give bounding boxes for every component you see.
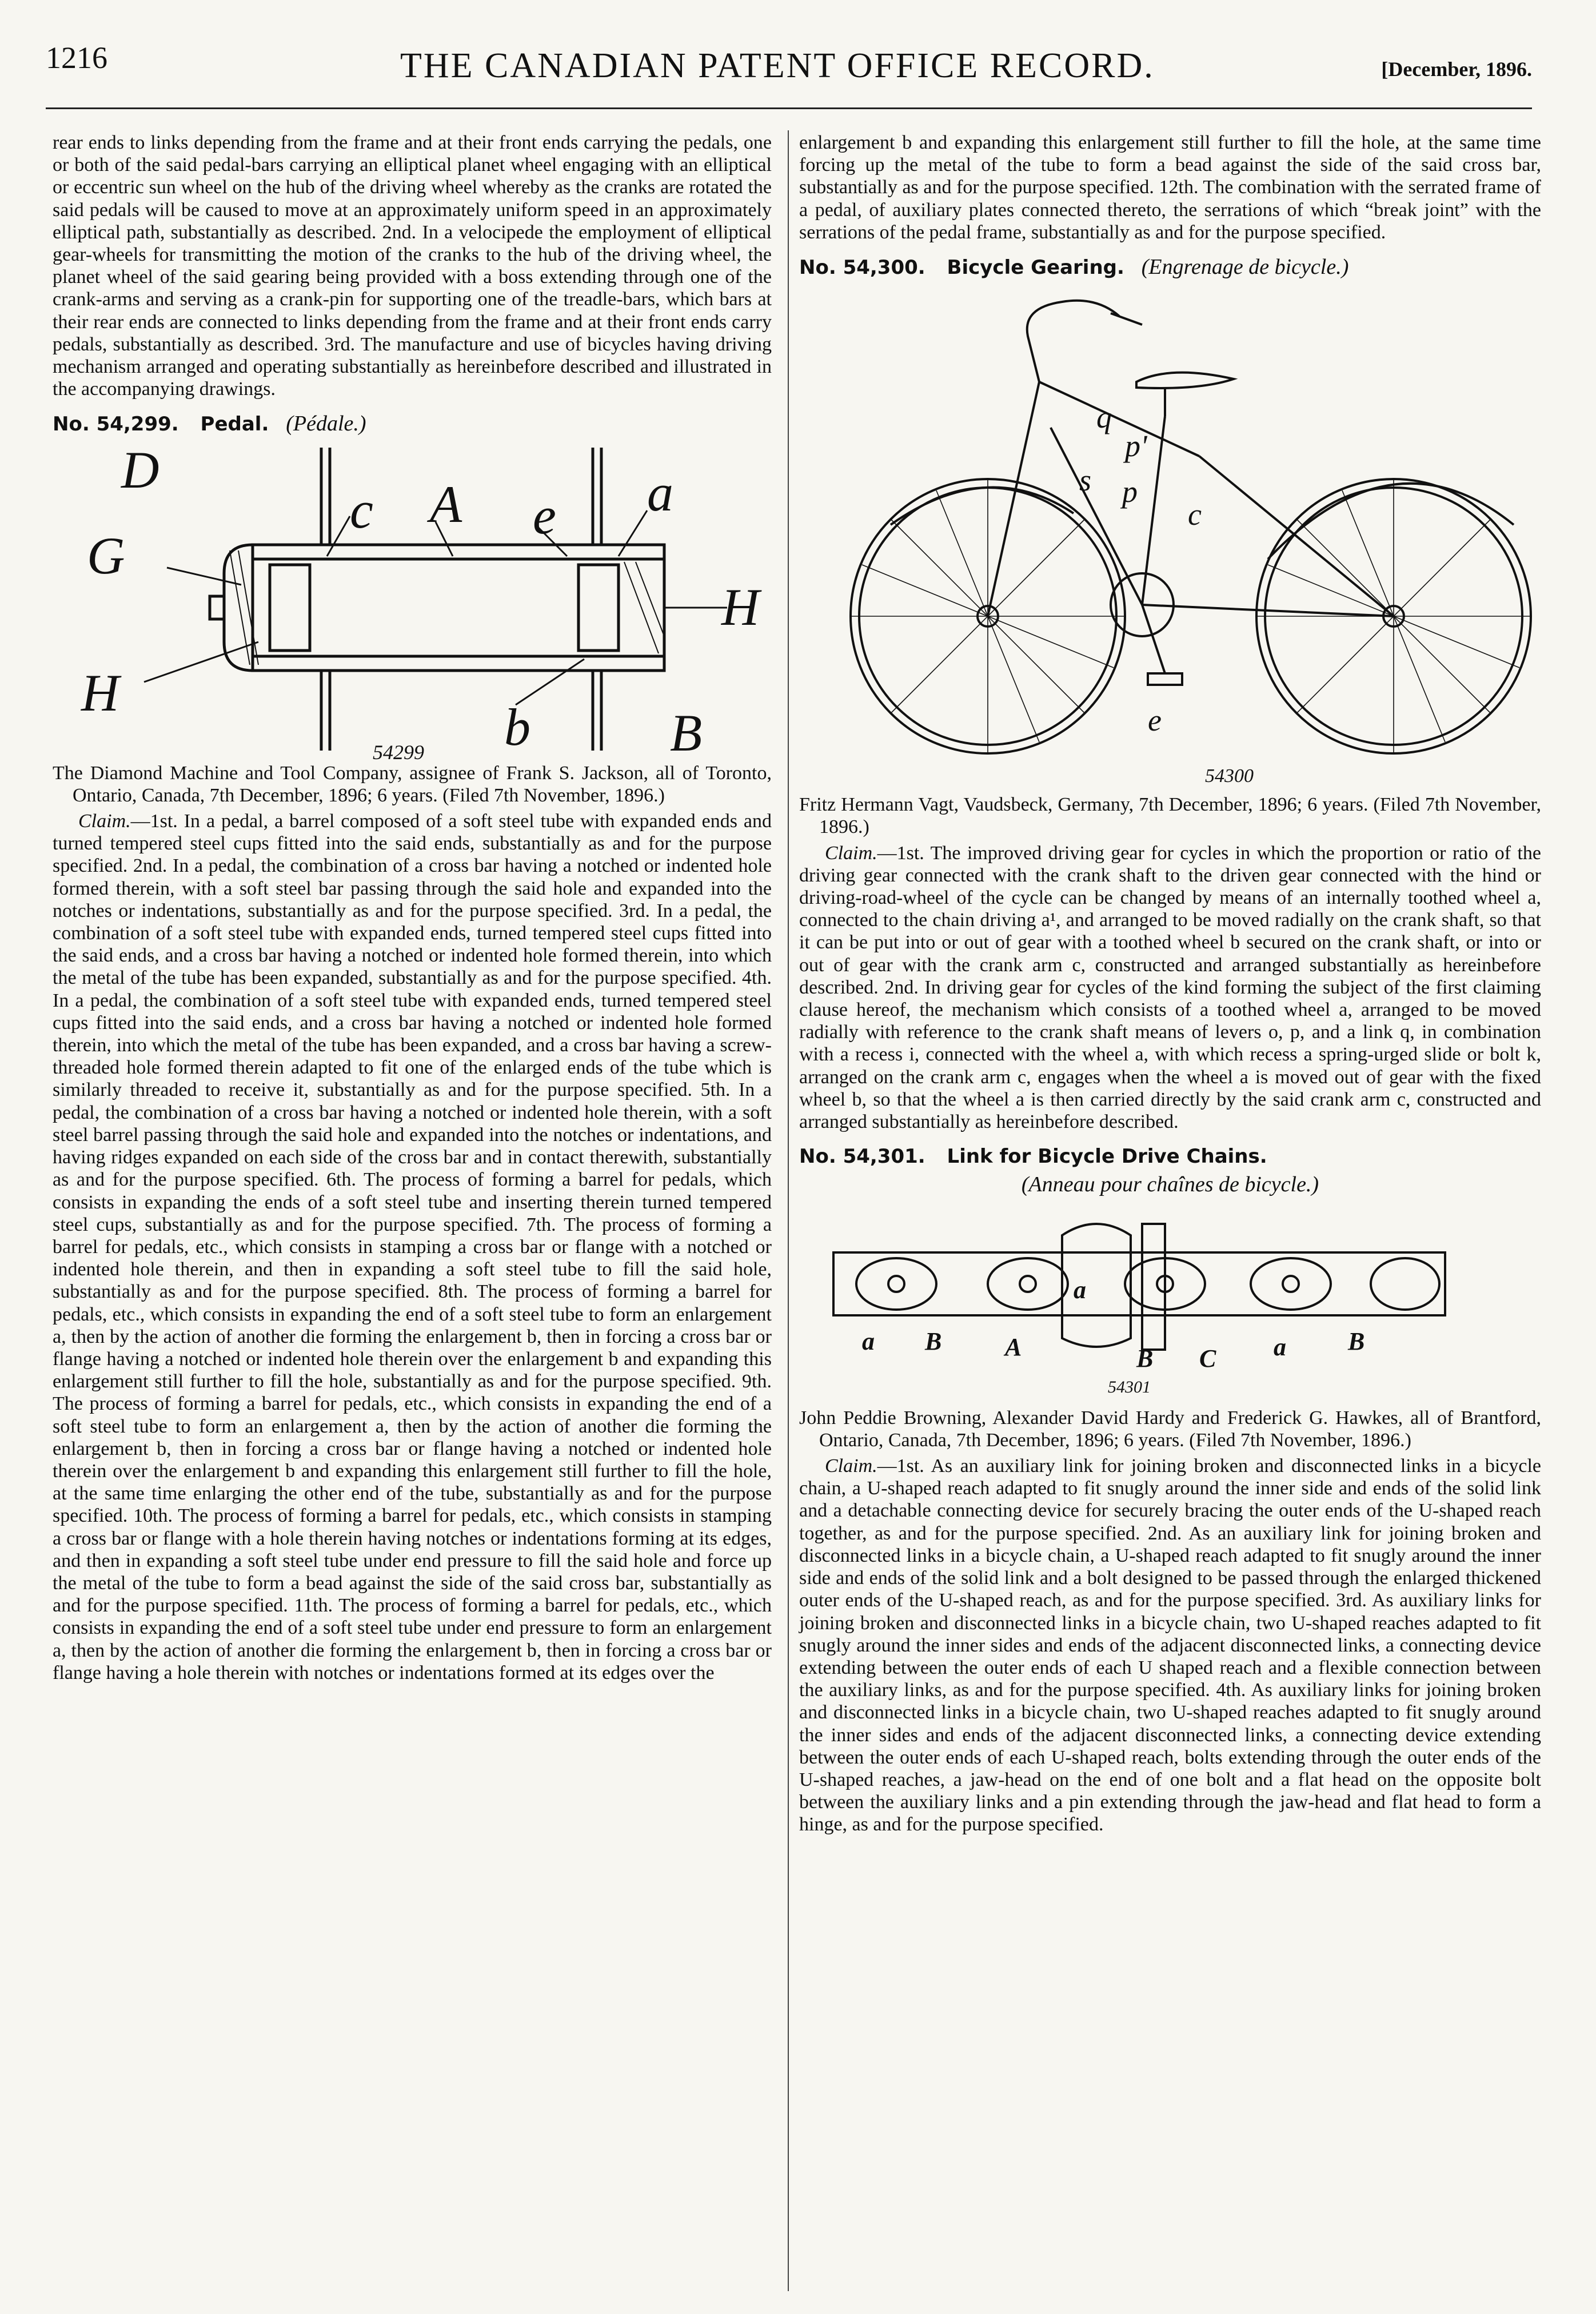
patent-54300-claims: Claim.—1st. The improved driving gear for cycles in which the proportion or ratio of the driving gear connected with the crank shaft to the driven gear connected with the hind or driving-road-wheel of the cycle can be changed by means of an internally toothed wheel a, connected to the chain driving a¹, and arranged to be moved radially on the crank shaft, so that it can be put into or out of gear with a toothed wheel b secured on the crank shaft, or into or out of gear with the crank arm c, constructed and arranged substantially as hereinbefore described. 2nd. In driving gear for cycles of the kind forming the subject of the first claiming clause hereof, the mechanism which consists of a toothed wheel a, arranged to be moved radially with reference to the crank shaft means of levers o, p, and a link q, in combination with a recess i, connected with the wheel a, with which recess a spring-urged slide or bolt k, arranged on the crank arm c, engages when the wheel a is moved out of gear with the fixed wheel b, so that the wheel a is then carried directly by the said crank arm c, constructed and arranged substantially as hereinbefore described. <box>799 842 1541 1133</box>
patent-number: No. 54,301. <box>799 1145 925 1168</box>
patent-french-name: (Engrenage de bicycle.) <box>1141 255 1349 280</box>
fig-caption: 54301 <box>1108 1377 1151 1397</box>
page-header <box>46 40 1532 91</box>
fig-label: B <box>670 703 703 762</box>
page-number: 1216 <box>46 41 107 75</box>
right-column <box>799 131 1541 1836</box>
running-title: THE CANADIAN PATENT OFFICE RECORD. <box>400 46 1155 85</box>
fig-label: s <box>1079 463 1092 498</box>
continued-claims-text: rear ends to links depending from the frame and at their front ends carrying the pedals, one or both of the said pedal-bars carrying an elliptical planet wheel engaging with an elliptical or eccentric sun wheel on the hub of the driving wheel whereby as the cranks are rotated the said pedals will be caused to move at an approximately uniform speed in an approximately elliptical path, substantially as described. 2nd. In a velocipede the employment of elliptical gear-wheels for transmitting the motion of the cranks to the hub of the driving wheel, the planet wheel of the said gearing being provided with a boss extending through one of the crank-arms and serving as a crank-pin for supporting one of the treadle-bars, which bars at their rear ends are connected to links depending from the frame and at their front ends carry pedals, substantially as described. 3rd. The manufacture and use of bicycles having driving mechanism arranged and operating substantially as hereinbefore described and illustrated in the accompanying drawings. <box>53 132 772 400</box>
fig-label: p' <box>1125 429 1147 464</box>
patent-54301-claims: Claim.—1st. As an auxiliary link for joining broken and disconnected links in a bicycle chain, a U-shaped reach adapted to fit snugly around the inner side and ends of the solid link and a detachable connecting device for securely bracing the outer ends of the U-shaped reach together, as and for the purpose specified. 2nd. As an auxiliary link for joining broken and disconnected links in a bicycle chain, a U-shaped reach adapted to fit snugly around the inner side and ends of the solid link and a bolt designed to be passed through the enlarged thickened outer ends of the U-shaped reach, as and for the purpose specified. 3rd. As auxiliary links for joining broken and disconnected links in a bicycle chain, two U-shaped reaches adapted to fit snugly around the inner sides and ends of the adjacent disconnected links, a connecting device extending between the outer ends of each U shaped reach and a flexible connection between the auxiliary links, as and for the purpose specified. 4th. As auxiliary links for joining broken and disconnected links in a bicycle chain, two U-shaped reaches adapted to fit snugly around the inner sides and ends of the adjacent disconnected links, a connecting device extending between the outer ends of each U-shaped reach, bolts extending through the outer ends of the U-shaped reaches, a jaw-head on the end of one bolt and a flat head on the opposite bolt between the auxiliary links and a pin extending through the jaw-head and flat head to form a hinge, as and for the purpose specified. <box>799 1455 1541 1836</box>
fig-caption: 54299 <box>373 740 424 762</box>
patent-54300-title <box>799 256 1541 279</box>
fig-label: p <box>1122 474 1138 509</box>
fig-label: c <box>1188 497 1202 532</box>
patent-54299-claims: Claim.—1st. In a pedal, a barrel composed of a soft steel tube with expanded ends and turned tempered steel cups fitted into the said ends, substantially as and for the purpose specified. 2nd. In a pedal, the combination of a cross bar having a notched or indented hole formed therein, with a soft steel bar passing through the said hole and expanded into the notches or indentations, substantially as and for the purpose specified. 3rd. In a pedal, the combination of a soft steel tube with expanded ends, turned tempered steel cups fitted into the said ends, and a cross bar having a notched or indented hole formed therein, into which the metal of the tube has been expanded, substantially as and for the purpose specified. 4th. In a pedal, the combination of a soft steel tube with expanded ends, turned tempered steel cups fitted into the said ends, and a cross bar having a notched or indented hole formed therein, into which the metal of the tube has been expanded, and a cross bar having a screw-threaded hole formed therein adapted to fit one of the enlarged ends of the tube which is similarly threaded to receive it, substantially as and for the purpose specified. 5th. In a pedal, the combination of a cross bar having a notched or indented hole therein, with a soft steel barrel passing through the said hole and expanded into the notches or indentations, and having ridges expanded on each side of the cross bar and in contact therewith, substantially as and for the purpose specified. 6th. The process of forming a barrel for pedals, which consists in expanding the ends of a soft steel tube and inserting therein turned tempered steel cups, substantially as and for the purpose specified. 7th. The process of forming a barrel for pedals, etc., which consists in stamping a cross bar or flange with a notched or indented hole therein, and then in expanding a soft steel tube to fill the said hole, substantially as and for the purpose specified. 8th. The process of forming a barrel for pedals, etc., which consists in expanding the end of a soft steel tube to form an enlargement a, then by the action of another die forming the enlargement b, then in forcing a cross bar or flange having a notched or indented hole therein over the enlargement b and expanding this enlargement still further to fill the hole, substantially as and for the purpose specified. 9th. The process of forming a barrel for pedals, etc., which consists in expanding the end of a soft steel tube to form an enlargement a, then by the action of another die forming the enlargement b, then in forcing a cross bar or flange having a notched or indented hole therein over the enlargement b and expanding this enlargement still further to fill the hole, at the same time enlarging the other end of the tube, substantially as and for the purpose specified. 10th. The process of forming a barrel for pedals, etc., which consists in stamping a cross bar or flange with a hole therein having notches or indentations forming at its edges, and then in expanding a soft steel tube under end pressure to fill the said hole and force up the metal of the tube to form a bead against the side of the said cross bar, substantially as and for the purpose specified. 11th. The process of forming a barrel for pedals, etc., which consists in expanding the end of a soft steel tube under end pressure to form an enlargement a, then by the action of another die forming the enlargement b, then in forcing a cross bar or flange having a hole therein with notches or indentations formed at its edges over the <box>53 811 772 1683</box>
fig-label: a <box>862 1327 875 1355</box>
patent-name: Pedal. <box>200 413 269 436</box>
header-rule <box>46 107 1532 109</box>
patent-french-name: (Anneau pour chaînes de bicycle.) <box>1021 1172 1319 1197</box>
patent-name: Bicycle Gearing. <box>947 256 1124 280</box>
fig-label: A <box>1005 1332 1022 1361</box>
fig-label: C <box>1199 1344 1216 1373</box>
fig-label: q <box>1096 400 1112 435</box>
patent-54299-title <box>53 413 772 436</box>
fig-label: H <box>81 663 119 722</box>
fig-label: e <box>1148 703 1162 738</box>
fig-label: B <box>1348 1327 1365 1355</box>
fig-label: H <box>721 577 760 636</box>
fig-label: B <box>925 1327 942 1355</box>
left-column <box>53 131 772 1684</box>
patent-54301-inventor: John Peddie Browning, Alexander David Hardy and Frederick G. Hawkes, all of Brantford, Ontario, Canada, 7th December, 1896; 6 years. (Filed 7th November, 1896.) <box>799 1407 1541 1451</box>
fig-label: a <box>647 463 673 522</box>
fig-label: G <box>87 526 125 585</box>
fig-label: a <box>1274 1332 1286 1361</box>
chain-link-figure <box>799 1201 1541 1407</box>
fig-label: e <box>533 486 556 545</box>
patent-number: No. 54,300. <box>799 256 925 280</box>
patent-name: Link for Bicycle Drive Chains. <box>947 1145 1267 1168</box>
fig-label: A <box>430 474 462 533</box>
patent-54300-inventor: Fritz Hermann Vagt, Vaudsbeck, Germany, 7th December, 1896; 6 years. (Filed 7th November, 1896.) <box>799 794 1541 838</box>
bicycle-figure <box>799 285 1541 793</box>
issue-date: [December, 1896. <box>1381 58 1532 81</box>
patent-number: No. 54,299. <box>53 413 179 436</box>
pedal-figure <box>53 442 772 762</box>
patent-french-name: (Pédale.) <box>286 412 366 436</box>
fig-label: D <box>121 441 159 499</box>
fig-caption: 54300 <box>1205 765 1254 787</box>
patent-54299-assignee: The Diamond Machine and Tool Company, assignee of Frank S. Jackson, all of Toronto, Ontario, Canada, 7th December, 1896; 6 years. (Filed 7th November, 1896.) <box>53 762 772 806</box>
continued-claims-text: enlargement b and expanding this enlargement still further to fill the hole, at the same time forcing up the metal of the tube to form a bead against the side of the said cross bar, substantially as and for the purpose specified. 12th. The combination with the serrated frame of a pedal, of auxiliary plates connected thereto, the serrations of which “break joint” with the serrations of the pedal frame, substantially as and for the purpose specified. <box>799 132 1541 243</box>
patent-54301-title <box>799 1146 1541 1168</box>
column-divider <box>788 130 789 2291</box>
fig-label: a <box>1074 1275 1086 1304</box>
fig-label: b <box>504 697 530 756</box>
fig-label: B <box>1136 1344 1154 1373</box>
fig-label: c <box>350 480 373 539</box>
